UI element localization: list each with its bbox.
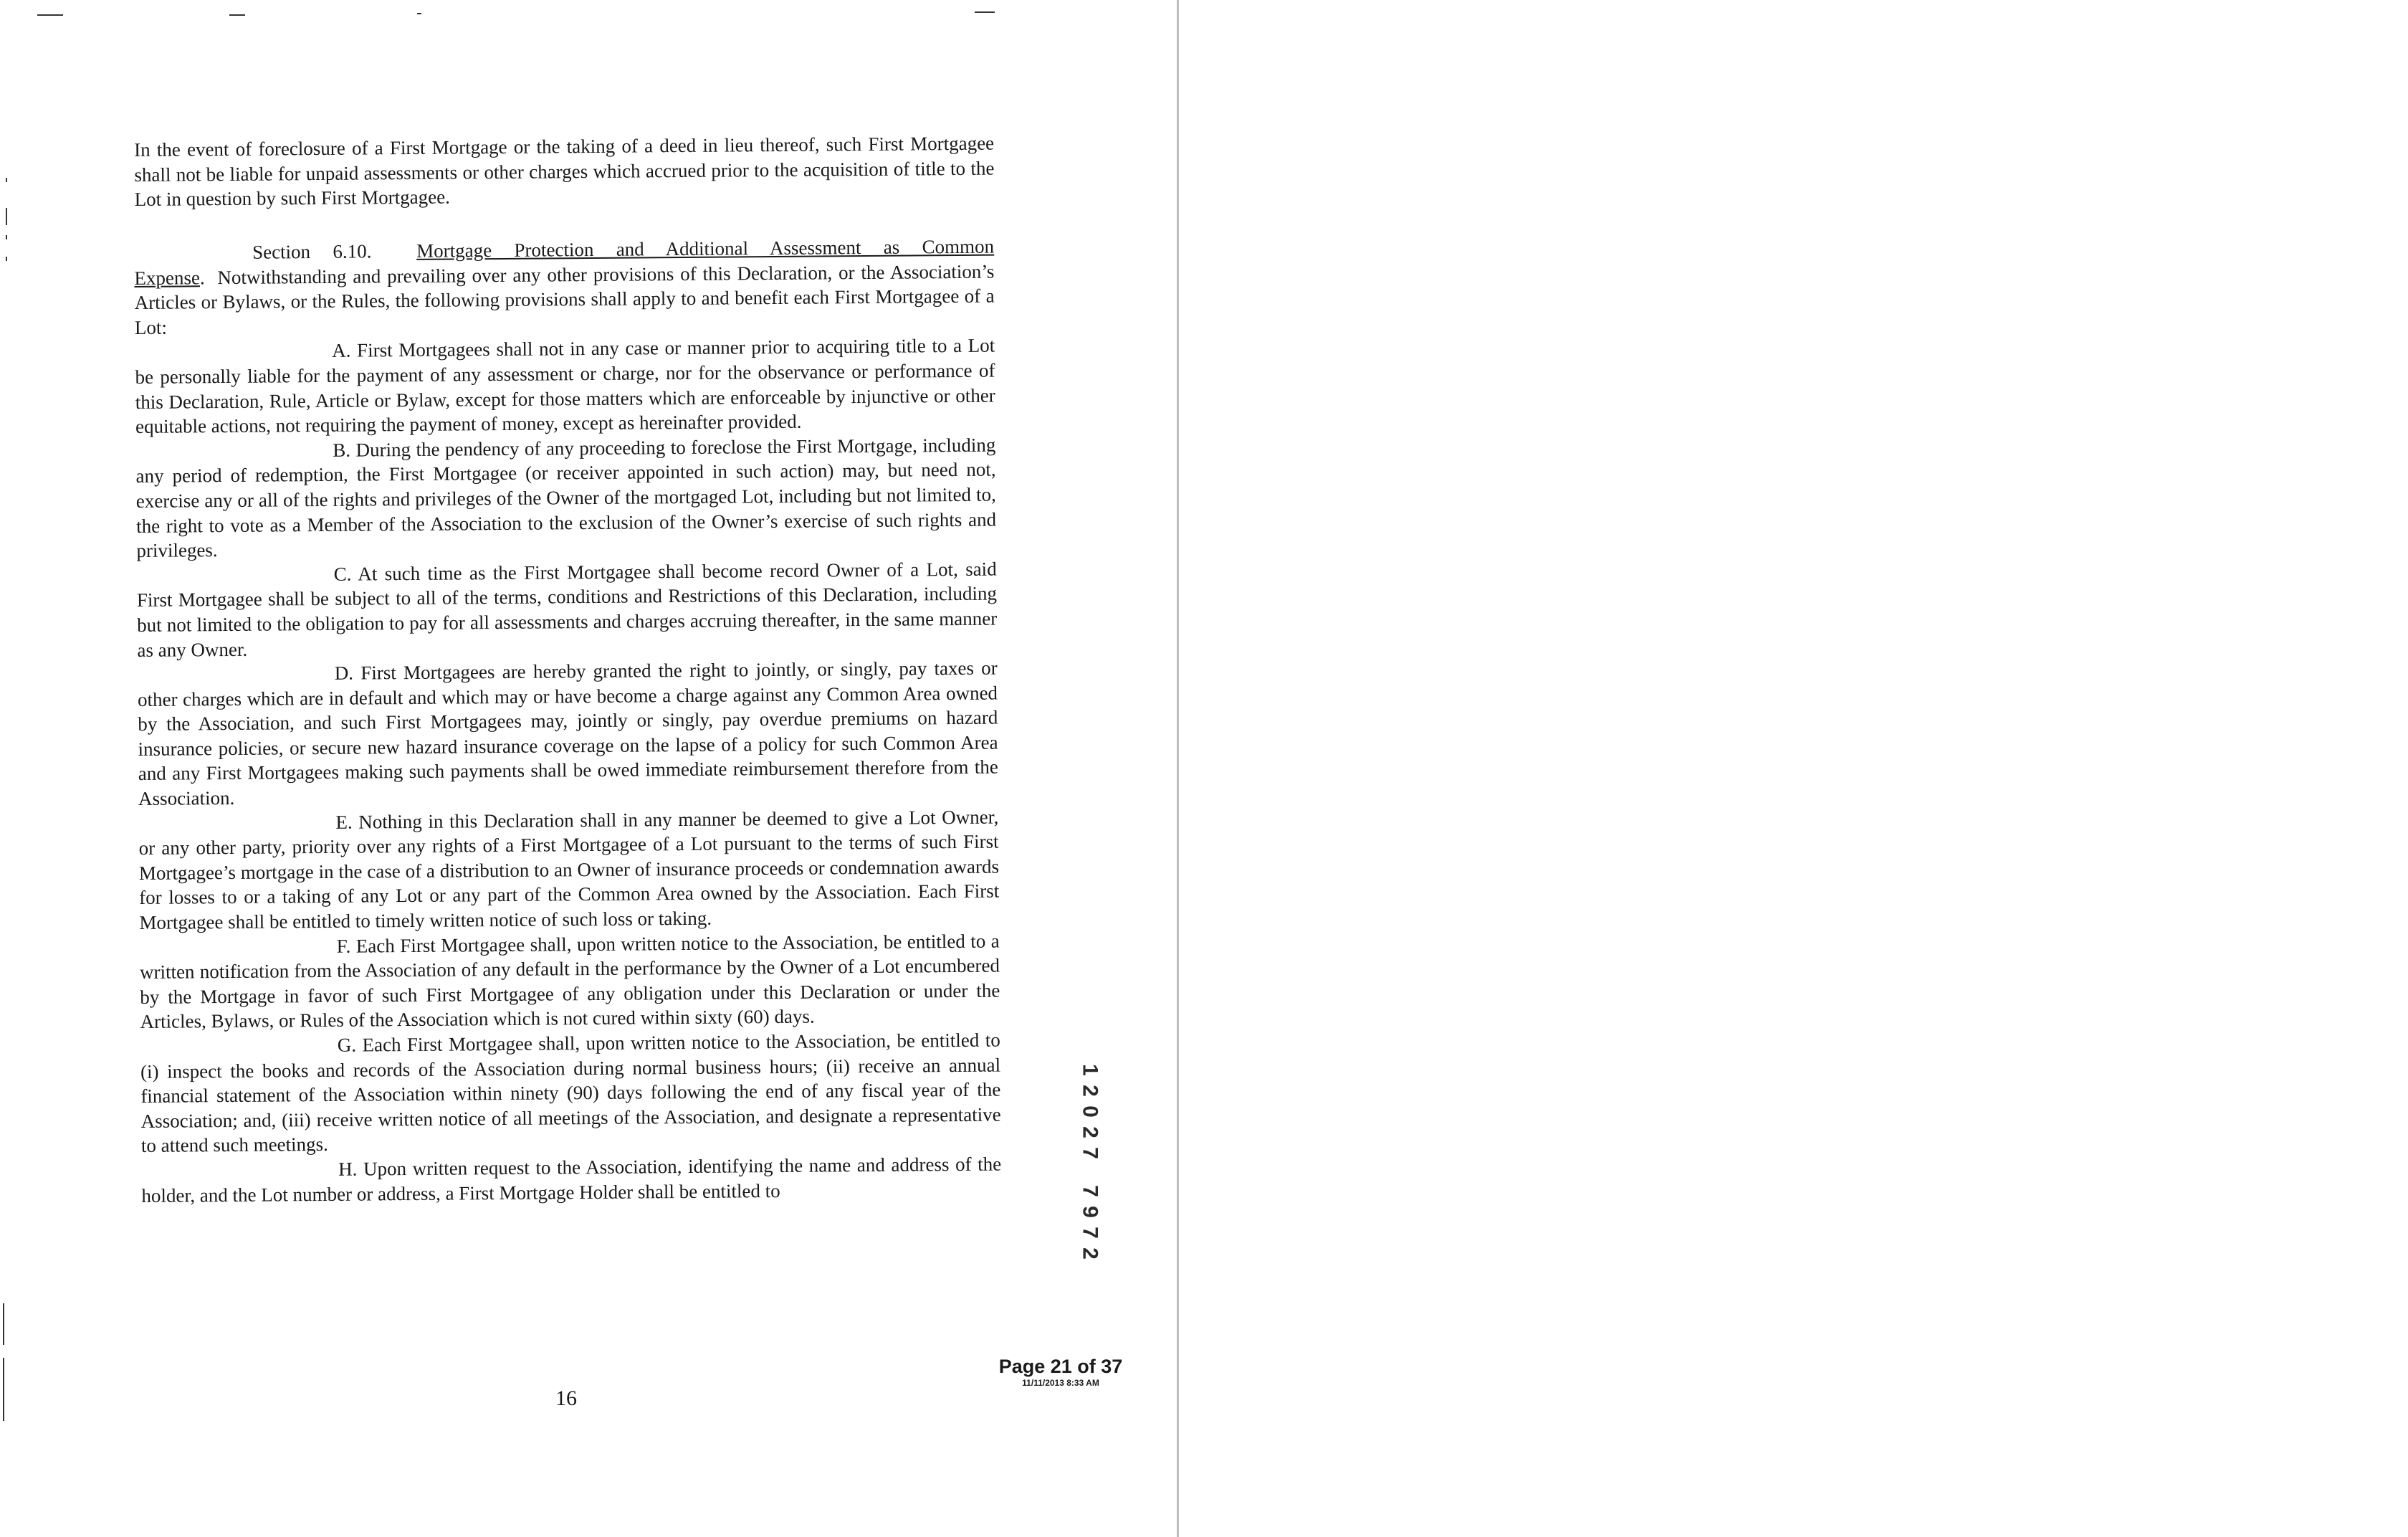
section-body: Notwithstanding and prevailing over any other provisions of this Declaration, or the Association’s Articles or Bylaws, or the Rules, the following provisions shall apply to and benefit each First Mortgagee of a Lot: <box>134 260 995 338</box>
section-heading: Section 6.10. Mortgage Protection and Additional Assessment as Common Expense. Notwithstanding and prevailing over any other provisions of this Declaration, or the Association’s Articles or Bylaws, or the Rules, the following provisions shall apply to and benefit each First Mortgagee of a Lot: <box>134 235 995 338</box>
intro-paragraph <box>134 131 995 212</box>
recording-digit: 2 <box>1078 1126 1102 1138</box>
subsection-label: C. <box>333 563 352 585</box>
subsection-e <box>138 804 999 935</box>
section-6-10 <box>134 234 1002 1209</box>
recording-digit: 0 <box>1078 1105 1102 1118</box>
scan-mark <box>37 14 63 16</box>
scan-mark <box>975 11 995 13</box>
subsection-text: Upon written request to the Association, identifying the name and address of the holder, and the Lot number or address, a First Mortgage Holder shall be entitled to <box>141 1153 1002 1207</box>
blank-right-area <box>1179 0 2408 1537</box>
scan-mark <box>6 257 7 261</box>
subsection-text: First Mortgagees are hereby granted the right to jointly, or singly, pay taxes or other charges which are in default and which may or have become a charge against any Common Area owned by the Association, and such First Mortgagees may, jointly or singly, pay overdue premiums on hazard insurance policies, or secure new hazard insurance coverage on the lapse of a policy for such Common Area and any First Mortgagees making such payments shall be owed immediate reimbursement therefore from the Association. <box>137 657 998 810</box>
recording-digit: 2 <box>1078 1247 1102 1260</box>
recorder-page-stamp <box>989 1355 1132 1388</box>
section-number: Section 6.10. <box>252 240 372 263</box>
scan-mark <box>6 235 7 239</box>
subsection-text: Nothing in this Declaration shall in any manner be deemed to give a Lot Owner, or any other party, priority over any rights of a First Mortgagee of a Lot pursuant to the terms of such First Mortgagee’s mortgage in the case of a distribution to an Owner of insurance proceeds or condemnation awards for losses to or a taking of any Lot or any part of the Common Area owned by the Association. Each First Mortgagee shall be entitled to timely written notice of such loss or taking. <box>138 806 1000 934</box>
subsection-text: Each First Mortgagee shall, upon written notice to the Association, be entitled to a written notification from the Association of any default in the performance by the Owner of a Lot encumbered by the Mortgage in favor of such First Mortgagee of any obligation under this Declaration or under the Articles, Bylaws, or Rules of the Association which is not cured within sixty (60) days. <box>139 930 1000 1033</box>
page-of-label: Page 21 of 37 <box>998 1356 1123 1377</box>
intro-text: In the event of foreclosure of a First Mortgage or the taking of a deed in lieu thereof, such First Mortgagee shall not be liable for unpaid assessments or other charges which accrued prior to the acquisition of title to the Lot in question by such First Mortgagee. <box>134 132 995 211</box>
subsection-d <box>138 656 999 812</box>
subsection-c <box>137 556 998 662</box>
section-title: Mortgage Protection and Additional Assessment as Common Expense <box>134 235 995 289</box>
subsection-text: First Mortgagees shall not in any case or manner prior to acquiring title to a Lot be personally liable for the payment of any assessment or charge, nor for the observance or performance of this Declaration, Rule, Article or Bylaw, except for those matters which are enforceable by injunctive or other equitable actions, not requiring the payment of money, except as hereinafter provided. <box>135 334 995 438</box>
recording-digit: 2 <box>1078 1085 1102 1097</box>
recording-number <box>1079 1060 1101 1264</box>
scanned-document-page <box>0 0 1175 1537</box>
scan-mark <box>3 1303 4 1345</box>
recording-digit: 7 <box>1078 1227 1102 1239</box>
subsection-label: A. <box>332 340 351 362</box>
scan-mark <box>6 178 7 182</box>
subsection-label: B. <box>333 439 351 461</box>
scan-mark <box>3 1358 4 1421</box>
subsection-label: H. <box>338 1158 358 1180</box>
subsection-label: G. <box>337 1034 357 1056</box>
scan-mark <box>229 14 245 16</box>
subsection-text: Each First Mortgagee shall, upon written notice to the Association, be entitled to (i) inspect the books and records of the Association during normal business hours; (ii) receive an annual financial statement of the Association within ninety (90) days following the end of any fiscal year of the Association; and, (iii) receive written notice of all meetings of the Association, and designate a representative to attend such meetings. <box>140 1029 1001 1157</box>
subsection-text: During the pendency of any proceeding to foreclose the First Mortgage, including any period of redemption, the First Mortgagee (or receiver appointed in such action) may, but need not, exercise any or all of the rights and privileges of the Owner of the mortgaged Lot, including but not limited to, the right to vote as a Member of the Association to the exclusion of the Owner’s exercise of such rights and privileges. <box>135 434 997 562</box>
page-number: 16 <box>555 1386 577 1410</box>
subsection-h <box>141 1152 1002 1209</box>
subsection-b <box>135 432 996 563</box>
subsection-text: At such time as the First Mortgagee shall become record Owner of a Lot, said First Mortgagee shall be subject to all of the terms, conditions and Restrictions of this Declaration, including but not limited to the obligation to pay for all assessments and charges accruing thereafter, in the same manner as any Owner. <box>136 558 998 661</box>
stamp-datetime: 11/11/2013 8:33 AM <box>1022 1378 1099 1388</box>
recording-digit: 1 <box>1078 1064 1102 1076</box>
subsection-label: D. <box>334 662 354 684</box>
scan-mark <box>6 208 7 225</box>
subsection-label: E. <box>335 811 353 833</box>
recording-digit: 9 <box>1078 1206 1102 1218</box>
recording-gap <box>1079 1164 1101 1181</box>
recording-digit: 7 <box>1078 1185 1102 1197</box>
recording-digit: 7 <box>1078 1147 1102 1159</box>
subsection-f <box>140 928 1000 1034</box>
subsection-label: F. <box>336 935 351 957</box>
subsection-a <box>135 333 995 439</box>
scan-mark <box>417 13 421 14</box>
subsection-g <box>140 1028 1001 1158</box>
